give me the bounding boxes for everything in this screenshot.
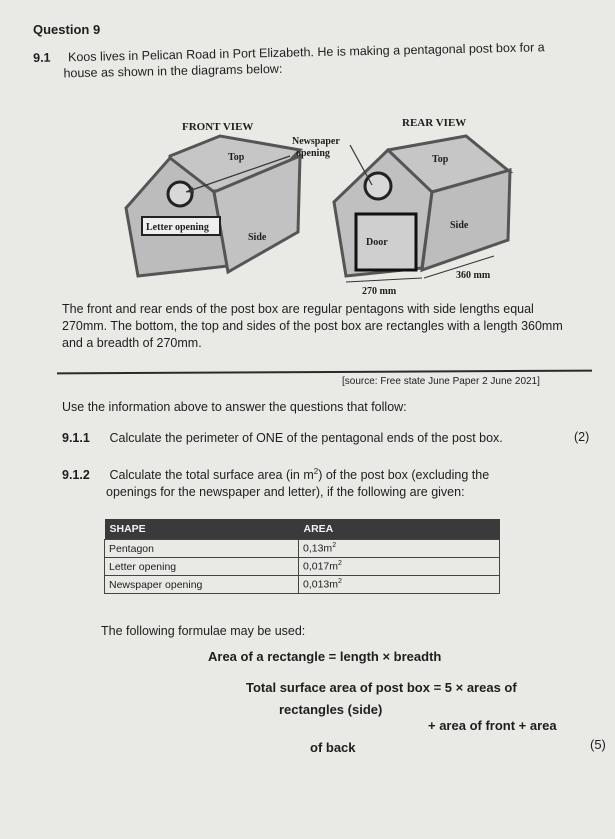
newspaper-label: Newspaper [292,136,340,147]
q912-line-2: openings for the newspaper and letter), if the following are given: [106,485,465,500]
q912-text-before: Calculate the total surface area (in m [109,468,314,483]
front-view-label: FRONT VIEW [182,121,254,133]
description-paragraph [62,301,588,352]
tsa-formula-line-1: Total surface area of post box = 5 × areas of [246,680,517,695]
source-citation: [source: Free state June Paper 2 June 2021] [342,376,540,387]
opening-label: opening [296,148,330,159]
formulae-intro: The following formulae may be used: [101,624,306,638]
paragraph-line-3: and a breadth of 270mm. [62,336,202,350]
tsa-formula-line-4: of back [310,740,356,755]
divider [57,370,592,374]
q912-number: 9.1.2 [62,468,90,483]
question-9-1-1 [62,431,602,445]
q912-sup: 2 [313,467,319,476]
q911-number: 9.1.1 [62,431,90,445]
dim-360-label: 360 mm [456,270,491,281]
question-9-1-2 [62,463,572,501]
tsa-formula-line-3: + area of front + area [428,718,557,733]
front-view [126,121,340,276]
area-table [104,519,500,594]
paragraph-line-2: 270mm. The bottom, the top and sides of the post box are rectangles with a length 360mm [62,319,563,333]
table-cell-shape: Newspaper opening [105,576,299,594]
intro-line-1: Koos lives in Pelican Road in Port Elizabeth. He is making a pentagonal post box for a [67,40,545,65]
table-cell-shape: Pentagon [105,540,299,558]
q911-text: Calculate the perimeter of ONE of the pentagonal ends of the post box. [109,431,503,445]
table-header-row [105,519,500,540]
table-cell-shape: Letter opening [105,558,299,576]
table-row [105,540,500,558]
rear-newspaper-circle [365,173,391,199]
intro-line-2: house as shown in the diagrams below: [63,61,283,81]
newspaper-opening-circle [168,182,192,206]
post-box-diagram [110,110,530,300]
instruction-text: Use the information above to answer the questions that follow: [62,400,407,414]
table-header-shape: SHAPE [105,519,299,540]
table-row [105,576,500,594]
front-side-label: Side [248,232,267,243]
rectangle-area-formula: Area of a rectangle = length × breadth [208,649,442,664]
rear-top-label: Top [432,154,449,165]
table-header-area: AREA [299,519,500,540]
tsa-formula-line-2: rectangles (side) [279,702,383,717]
dim-270-label: 270 mm [362,286,397,297]
question-title: Question 9 [33,22,101,37]
table-row [105,558,500,576]
letter-opening-label: Letter opening [146,222,209,233]
question-intro [33,39,574,82]
q912-marks: (5) [590,737,606,752]
front-top-label: Top [228,152,245,163]
table-cell-area: $0,017m^2$ [299,558,500,576]
paragraph-line-1: The front and rear ends of the post box are regular pentagons with side lengths equal [62,302,534,316]
door-label: Door [366,237,388,248]
table-cell-area: $0,013m^2$ [299,576,500,594]
question-number: 9.1 [33,50,51,65]
table-cell-area: $0,13m^2$ [299,540,500,558]
rear-side-label: Side [450,220,469,231]
rear-view-label: REAR VIEW [402,117,467,129]
q911-marks: (2) [574,430,590,444]
q912-text-after: ) of the post box (excluding the [318,468,490,483]
rear-view [334,117,510,297]
